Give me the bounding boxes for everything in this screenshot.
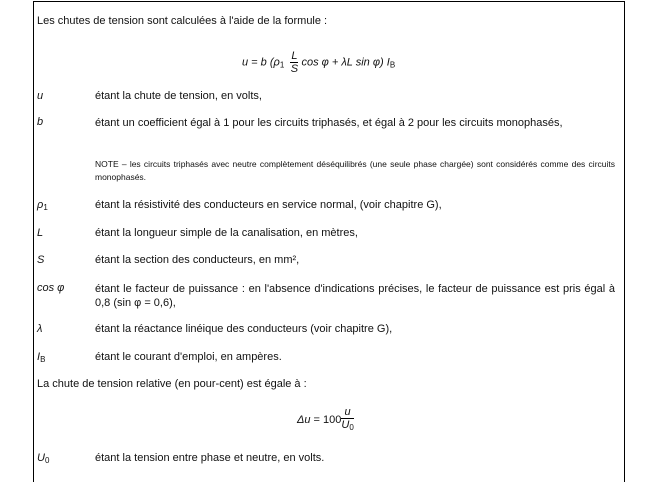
- def-symbol-l: L: [37, 227, 44, 239]
- def-text-s: étant la section des conducteurs, en mm²,: [95, 254, 300, 266]
- formula-rho-sub: 1: [279, 60, 285, 70]
- fraction2-numerator: u: [341, 406, 353, 419]
- relative-drop-intro: La chute de tension relative (en pour-cent) est égale à :: [37, 378, 307, 390]
- def-text-lambda: étant la réactance linéique des conducteurs (voir chapitre G),: [95, 323, 393, 335]
- relative-drop-formula: [297, 406, 357, 434]
- def-symbol-rho: $\rho_1$: [37, 199, 48, 212]
- def-text-b: étant un coefficient égal à 1 pour les circuits triphasés, et égal à 2 pour les circuits monophasés,: [95, 117, 563, 129]
- def-symbol-b: b: [37, 116, 44, 128]
- voltage-drop-formula: [242, 50, 395, 77]
- formula-rest: cos φ + λL sin φ): [301, 56, 387, 69]
- formula-rho: ρ: [273, 56, 280, 69]
- formula-fraction: [290, 50, 298, 75]
- def-symbol-lambda: λ: [37, 323, 43, 335]
- fraction-denominator: S: [290, 63, 299, 75]
- def-text-cos: étant le facteur de puissance : en l'absence d'indications précises, le facteur de puissance est pris égal à 0,8 (sin φ = 0,6),: [95, 283, 615, 309]
- def-symbol-s: S: [37, 254, 45, 266]
- formula-current: I: [386, 56, 390, 69]
- def-text-l: étant la longueur simple de la canalisation, en mètres,: [95, 227, 358, 239]
- intro-text: Les chutes de tension sont calculées à l'aide de la formule :: [37, 15, 328, 27]
- fraction2-denominator: $U_0$: [341, 419, 354, 432]
- def-symbol-cos: cos φ: [37, 282, 65, 294]
- def-text-u: étant la chute de tension, en volts,: [95, 90, 262, 102]
- def-text-rho: étant la résistivité des conducteurs en service normal, (voir chapitre G),: [95, 199, 442, 211]
- def-symbol-u: u: [37, 90, 44, 102]
- formula2-eq: = 100: [310, 413, 342, 426]
- def-symbol-u0: $U_0$: [37, 452, 50, 465]
- def-symbol-ib: $I_B$: [37, 351, 46, 364]
- formula-lhs: u = b (: [242, 56, 274, 69]
- formula-current-sub: B: [389, 60, 396, 70]
- note-text: NOTE – les circuits triphasés avec neutre complètement déséquilibrés (une seule phase chargée) sont considérés comme des circuits monophasés.: [95, 159, 615, 182]
- formula2-fraction: [341, 406, 353, 434]
- def-text-ib: étant le courant d'emploi, en ampères.: [95, 351, 282, 363]
- fraction-numerator: L: [291, 50, 298, 62]
- formula2-lhs: Δu: [297, 413, 311, 426]
- def-text-u0: étant la tension entre phase et neutre, en volts.: [95, 452, 325, 464]
